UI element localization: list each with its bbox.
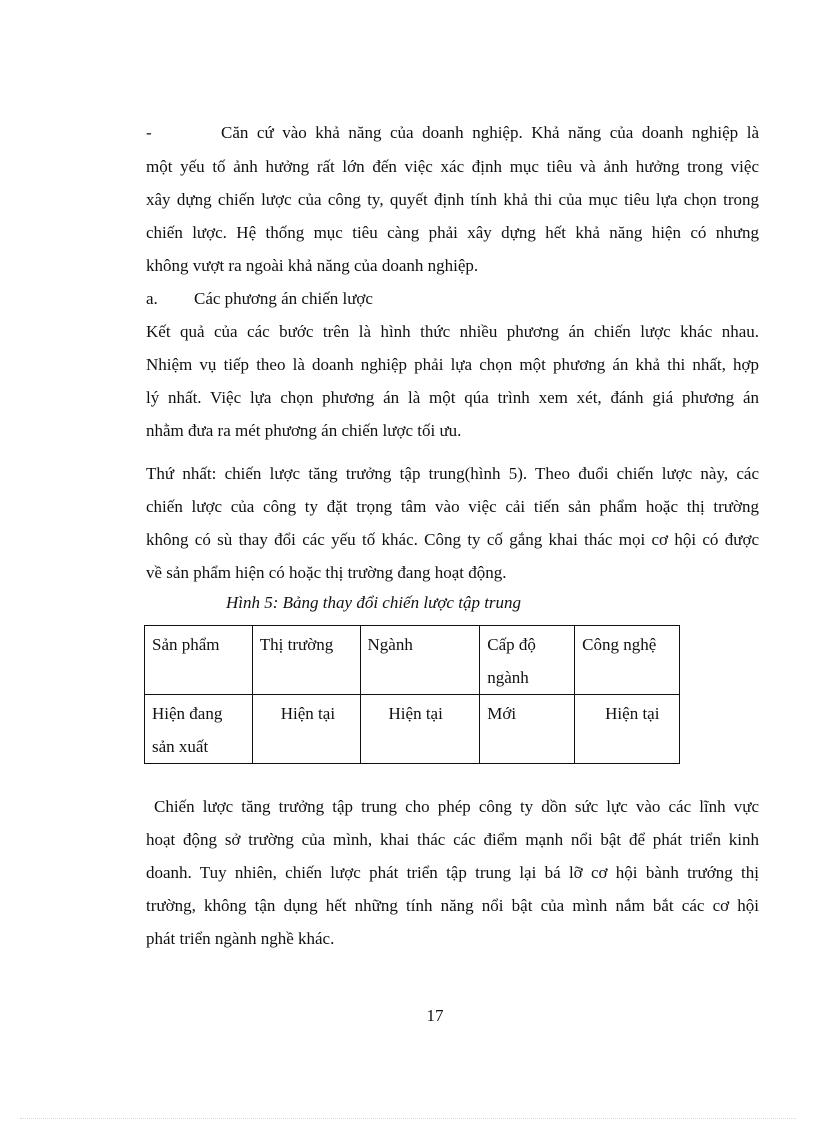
para4-line-3: doanh. Tuy nhiên, chiến lược phát triển tập trung lại bá lỡ cơ hội bành trướng thị — [146, 863, 759, 882]
strategy-table — [144, 625, 680, 764]
para3-line-2: chiến lược của công ty đặt trọng tâm vào việc cải tiến sản phẩm hoặc thị trường — [146, 497, 759, 516]
header-cell-industry-level: Cấp độ ngành — [480, 626, 575, 695]
table-row — [145, 695, 680, 764]
para2-line-4: nhằm đưa ra mét phương án chiến lược tối ưu. — [146, 421, 462, 440]
bullet-dash: - — [146, 123, 152, 142]
para1-line-3: xây dựng chiến lược của công ty, quyết định tính khả thi của mục tiêu lựa chọn trong — [146, 190, 759, 209]
para1-line-5: không vượt ra ngoài khả năng của doanh nghiệp. — [146, 256, 479, 275]
para2-line-2: Nhiệm vụ tiếp theo là doanh nghiệp phải lựa chọn một phương án khả thi nhất, hợp — [146, 355, 759, 374]
para4-line-1: Chiến lược tăng trưởng tập trung cho phép công ty dồn sức lực vào các lĩnh vực — [154, 797, 759, 816]
cell-industry-level: Mới — [480, 695, 575, 764]
para4-line-4: trường, không tận dụng hết những tính năng nổi bật của mình nắm bắt các cơ hội — [146, 896, 759, 915]
para3-line-4: về sản phẩm hiện có hoặc thị trường đang hoạt động. — [146, 563, 507, 582]
cell-industry: Hiện tại — [360, 695, 480, 764]
para2-line-1: Kết quả của các bước trên là hình thức nhiều phương án chiến lược khác nhau. — [146, 322, 759, 341]
table-header-row — [145, 626, 680, 695]
cell-technology: Hiện tại — [575, 695, 680, 764]
page-bottom-rule — [20, 1118, 796, 1119]
header-cell-product: Sản phẩm — [145, 626, 253, 695]
header-cell-industry: Ngành — [360, 626, 480, 695]
page-number: 17 — [426, 1006, 444, 1025]
header-cell-technology: Công nghệ — [575, 626, 680, 695]
para2-line-3: lý nhất. Việc lựa chọn phương án là một qúa trình xem xét, đánh giá phương án — [146, 388, 759, 407]
section-marker: a. — [146, 289, 158, 308]
para1-line-4: chiến lược. Hệ thống mục tiêu càng phải xây dựng hết khả năng hiện có nhưng — [146, 223, 759, 242]
section-heading: Các phương án chiến lược — [194, 289, 373, 308]
cell-product: Hiện đang sản xuất — [145, 695, 253, 764]
cell-market: Hiện tại — [252, 695, 360, 764]
para4-line-5: phát triển ngành nghề khác. — [146, 929, 335, 948]
para1-line-2: một yếu tố ảnh hưởng rất lớn đến việc xác định mục tiêu và ảnh hưởng trong việc — [146, 157, 759, 176]
para3-line-3: không có sù thay đổi các yếu tố khác. Công ty cố gắng khai thác mọi cơ hội có được — [146, 530, 759, 549]
para1-line-1: Căn cứ vào khả năng của doanh nghiệp. Khả năng của doanh nghiệp là — [221, 123, 759, 142]
para4-line-2: hoạt động sở trường của mình, khai thác các điểm mạnh nổi bật để phát triển kinh — [146, 830, 759, 849]
table-caption: Hình 5: Bảng thay đổi chiến lược tập trung — [226, 593, 522, 612]
header-cell-market: Thị trường — [252, 626, 360, 695]
para3-line-1: Thứ nhất: chiến lược tăng trưởng tập trung(hình 5). Theo đuổi chiến lược này, các — [146, 464, 759, 483]
